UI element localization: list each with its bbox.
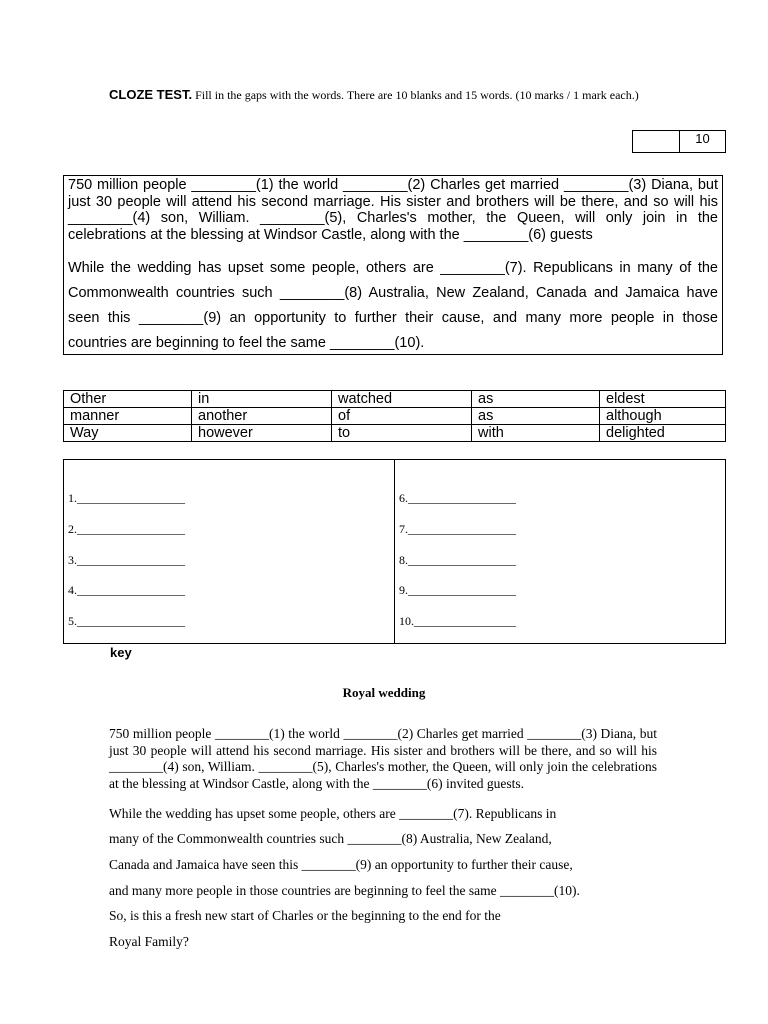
key-line: and many more people in those countries are beginning to feel the same ________(10).	[109, 882, 580, 898]
answer-line-3[interactable]: 3.__________________	[68, 553, 185, 567]
answer-line-10[interactable]: 10._________________	[399, 614, 516, 628]
word-cell: another	[192, 408, 332, 425]
answer-line-5[interactable]: 5.__________________	[68, 614, 185, 628]
word-bank-table	[63, 390, 726, 442]
answer-line-9[interactable]: 9.__________________	[399, 583, 516, 597]
score-blank-cell[interactable]	[633, 131, 680, 152]
word-cell: of	[332, 408, 472, 425]
word-cell: to	[332, 425, 472, 442]
word-bank-row	[64, 391, 726, 408]
answer-line-8[interactable]: 8.__________________	[399, 553, 516, 567]
score-total-cell: 10	[695, 131, 710, 146]
word-cell: although	[600, 408, 726, 425]
answer-line-2[interactable]: 2.__________________	[68, 522, 185, 536]
score-box	[632, 130, 726, 153]
answer-line-1[interactable]: 1.__________________	[68, 491, 185, 505]
word-cell: Way	[64, 425, 192, 442]
word-cell: manner	[64, 408, 192, 425]
word-cell: Other	[64, 391, 192, 408]
word-cell: delighted	[600, 425, 726, 442]
word-cell: however	[192, 425, 332, 442]
answer-line-6[interactable]: 6.__________________	[399, 491, 516, 505]
answer-column-left	[64, 460, 395, 643]
instructions-header	[109, 84, 669, 106]
answer-column-right	[395, 460, 725, 643]
cloze-passage	[63, 175, 723, 355]
key-line: Royal Family?	[109, 933, 189, 949]
word-cell: watched	[332, 391, 472, 408]
word-cell: in	[192, 391, 332, 408]
answer-sheet	[63, 459, 726, 644]
instructions-text: Fill in the gaps with the words. There are 10 blanks and 15 words. (10 marks / 1 mark each.)	[195, 88, 639, 102]
word-cell: eldest	[600, 391, 726, 408]
word-cell: as	[472, 391, 600, 408]
key-line: While the wedding has upset some people, others are ________(7). Republicans in	[109, 805, 557, 821]
key-line: many of the Commonwealth countries such ________(8) Australia, New Zealand,	[109, 831, 552, 847]
key-line: So, is this a fresh new start of Charles or the beginning to the end for the	[109, 908, 501, 924]
word-bank-row	[64, 408, 726, 425]
word-cell: as	[472, 408, 600, 425]
word-bank-row	[64, 425, 726, 442]
key-label: key	[110, 645, 132, 660]
key-paragraph-1: 750 million people ________(1) the world ________(2) Charles get married ________(3) Diana, but just 30 people will attend his second marriage. His sister and brothers will be there, and so will his ________(4) son, William. ________(5), Charles's mother, the Queen, will only join the celebrations at the blessing at Windsor Castle, along with the ________(6) invited guests.	[109, 726, 657, 792]
passage-paragraph-2: While the wedding has upset some people, others are ________(7). Republicans in many of the Commonwealth countries such ________(8) Australia, New Zealand, Canada and Jamaica have seen this ________(9) an opportunity to further their cause, and many more people in those countries are beginning to feel the same ________(10).	[68, 260, 718, 351]
word-cell: with	[472, 425, 600, 442]
key-line: Canada and Jamaica have seen this ________(9) an opportunity to further their cause,	[109, 857, 573, 872]
cloze-test-title: CLOZE TEST.	[109, 87, 193, 102]
passage-paragraph-1: 750 million people ________(1) the world ________(2) Charles get married ________(3) Diana, but just 30 people will attend his second marriage. His sister and brothers will be there, and so will his ________(4) son, William. ________(5), Charles's mother, the Queen, will only join in the celebrations at the blessing at Windsor Castle, along with the ________(6) guests	[68, 177, 718, 243]
key-passage	[109, 726, 657, 954]
answer-line-7[interactable]: 7.__________________	[399, 522, 516, 536]
key-title: Royal wedding	[342, 685, 426, 700]
answer-line-4[interactable]: 4.__________________	[68, 583, 185, 597]
